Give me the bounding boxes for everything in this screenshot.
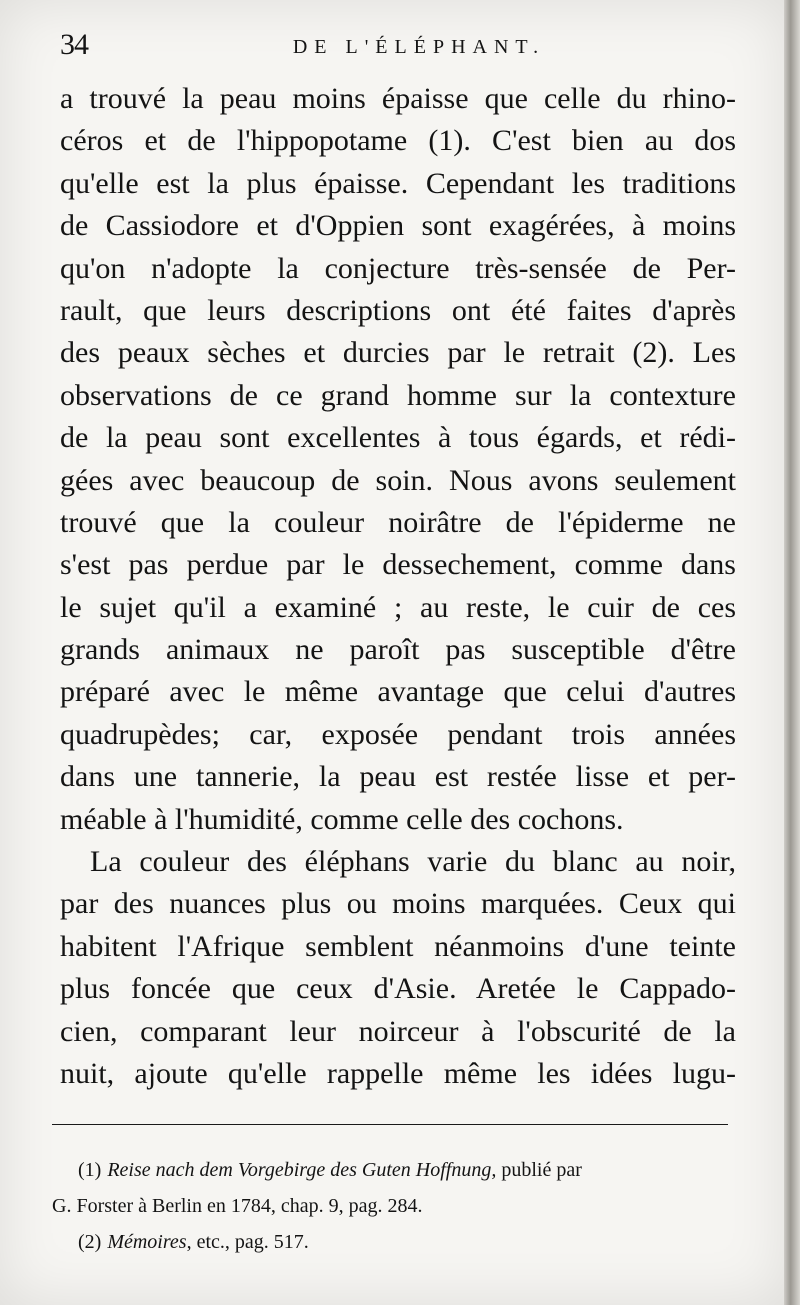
footnote-2-title: Mémoires (107, 1231, 187, 1253)
page-number: 34 (60, 28, 88, 61)
text-line: quadrupèdes; car, exposée pendant trois années (60, 717, 736, 751)
text-line: plus foncée que ceux d'Asie. Aretée le Cappado- (60, 972, 736, 1006)
footnote-1-continuation: G. Forster à Berlin en 1784, chap. 9, pag. 284. (52, 1195, 423, 1217)
text-line: qu'elle est la plus épaisse. Cependant les traditions (60, 166, 736, 200)
text-line: préparé avec le même avantage que celui d'autres (60, 675, 736, 709)
text-line: céros et de l'hippopotame (1). C'est bien au dos (60, 124, 736, 158)
page-edge (784, 0, 800, 1305)
text-line: le sujet qu'il a examiné ; au reste, le cuir de ces (60, 590, 736, 624)
text-line: trouvé que la couleur noirâtre de l'épiderme ne (60, 505, 736, 539)
running-head: DE L'ÉLÉPHANT. (292, 36, 546, 58)
text-line: a trouvé la peau moins épaisse que celle du rhino- (60, 82, 736, 115)
footnote-2-rest: , etc., pag. 517. (186, 1231, 309, 1253)
body-text (60, 78, 736, 1095)
text-line: méable à l'humidité, comme celle des cochons. (60, 802, 624, 836)
text-line: des peaux sèches et durcies par le retrait (2). Les (60, 336, 736, 370)
text-line: par des nuances plus ou moins marquées. Ceux qui (60, 887, 736, 921)
footnote-rule (52, 1124, 728, 1125)
footnote-1 (52, 1152, 752, 1188)
text-line: cien, comparant leur noirceur à l'obscurité de la (60, 1014, 736, 1048)
text-line: grands animaux ne paroît pas susceptible d'être (60, 633, 736, 667)
text-line: qu'on n'adopte la conjecture très-sensée de Per- (60, 251, 736, 285)
footnote-1-rest: publié par (496, 1159, 582, 1181)
text-line: gées avec beaucoup de soin. Nous avons seulement (60, 463, 736, 497)
footnote-1-title: Reise nach dem Vorgebirge des Guten Hoffnung, (107, 1159, 497, 1181)
footnote-2-mark: (2) (78, 1231, 102, 1253)
page-header (60, 28, 738, 72)
text-line: s'est pas perdue par le dessechement, comme dans (60, 548, 736, 582)
footnote-1-mark: (1) (78, 1159, 102, 1181)
text-line: de la peau sont excellentes à tous égards, et rédi- (60, 421, 736, 455)
footnotes (52, 1152, 752, 1260)
text-line: dans une tannerie, la peau est restée lisse et per- (60, 760, 736, 794)
text-line: observations de ce grand homme sur la contexture (60, 378, 736, 412)
text-line: rault, que leurs descriptions ont été faites d'après (60, 293, 736, 327)
text-line: de Cassiodore et d'Oppien sont exagérées, à moins (60, 209, 736, 243)
footnote-2 (52, 1224, 752, 1260)
text-line: nuit, ajoute qu'elle rappelle même les idées lugu- (60, 1056, 736, 1090)
text-line: habitent l'Afrique semblent néanmoins d'une teinte (60, 929, 736, 963)
text-line: La couleur des éléphans varie du blanc au noir, (90, 845, 736, 879)
